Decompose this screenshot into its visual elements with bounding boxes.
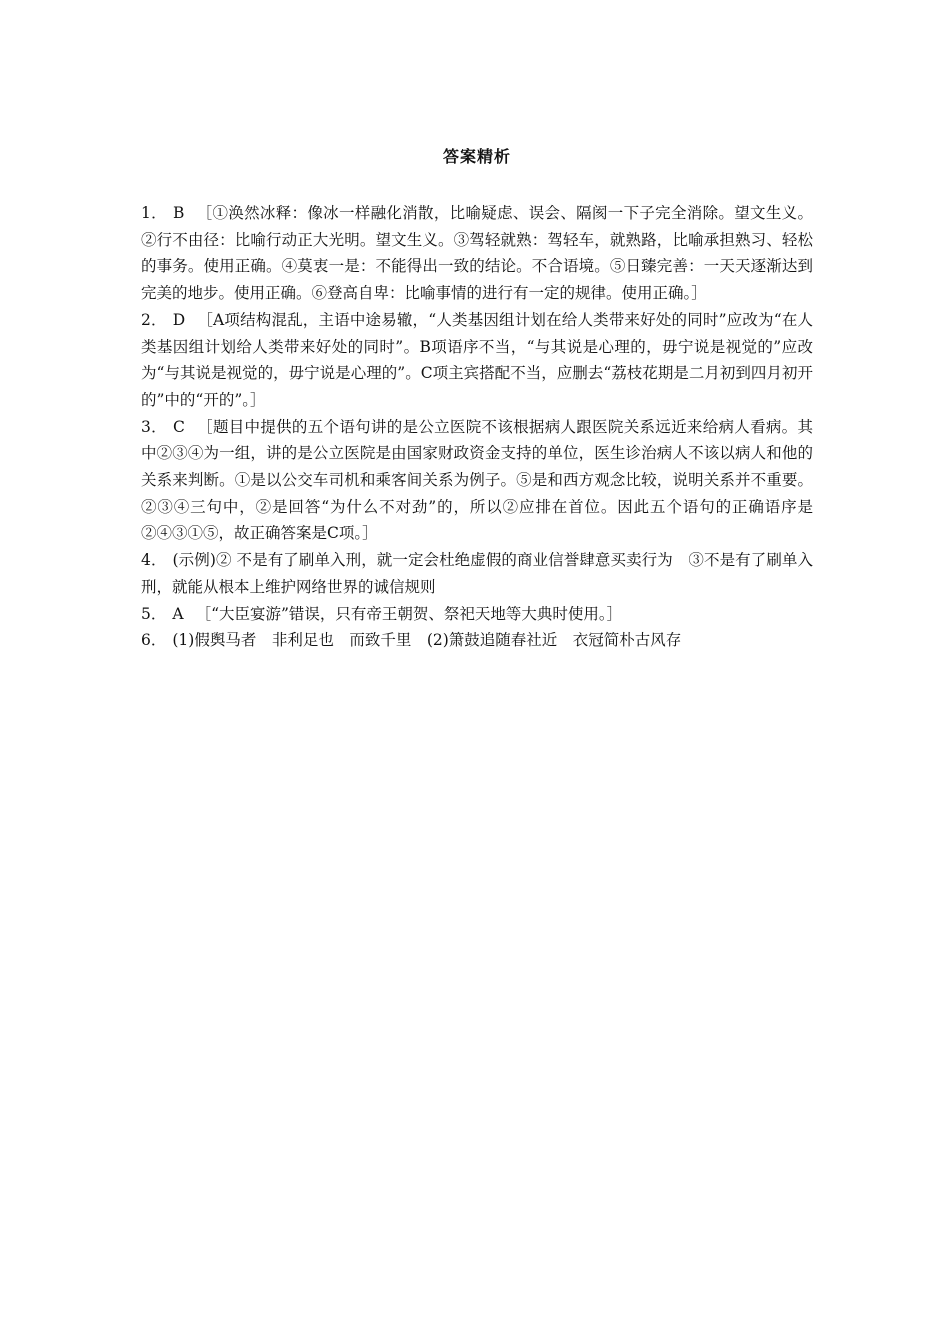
answer-number: 4． <box>141 551 167 570</box>
answer-number: 5． <box>141 604 167 623</box>
answer-item-4 <box>141 547 813 600</box>
answer-list <box>141 200 813 654</box>
answer-number: 1． <box>141 204 167 222</box>
answer-explanation: ［A项结构混乱，主语中途易辙，“人类基因组计划在给人类带来好处的同时”应改为“在人类基因组计划给人类带来好处的同时”。B项语序不当，“与其说是心理的，毋宁说是视觉的”应改为“与其说是视觉的，毋宁说是心理的”。C项主宾搭配不当，应删去“荔枝花期是二月初到四月初开的”中的“开的”。］ <box>141 310 814 409</box>
answer-item-1 <box>141 200 813 307</box>
answer-explanation: ［①涣然冰释：像冰一样融化消散，比喻疑虑、误会、隔阂一下子完全消除。望文生义。②行不由径：比喻行动正大光明。望文生义。③驾轻就熟：驾轻车，就熟路，比喻承担熟习、轻松的事务。使用正确。④莫衷一是：不能得出一致的结论。不合语境。⑤日臻完善：一天天逐渐达到完美的地步。使用正确。⑥登高自卑：比喻事情的进行有一定的规律。使用正确。］ <box>141 204 813 303</box>
answer-key: C <box>172 417 185 436</box>
answer-explanation: ［题目中提供的五个语句讲的是公立医院不该根据病人跟医院关系远近来给病人看病。其中②③④为一组，讲的是公立医院是由国家财政资金支持的单位，医生诊治病人不该以病人和他的关系来判断。①是以公交车司机和乘客间关系为例子。⑤是和西方观念比较，说明关系并不重要。②③④三句中，②是回答“为什么不对劲”的，所以②应排在首位。因此五个语句的正确语序是②④③①⑤，故正确答案是C项。］ <box>141 417 813 543</box>
answer-key: B <box>172 204 185 222</box>
answer-item-6 <box>141 627 813 654</box>
answer-item-5 <box>141 601 813 628</box>
answer-explanation: (示例)② 不是有了刷单入刑，就一定会杜绝虚假的商业信誉肆意买卖行为 ③不是有了刷单入刑，就能从根本上维护网络世界的诚信规则 <box>141 551 813 596</box>
answer-item-2 <box>141 307 813 414</box>
answer-sheet <box>141 146 813 654</box>
answer-number: 2． <box>141 310 167 329</box>
answer-key: A <box>172 604 184 623</box>
page-title: 答案精析 <box>442 147 511 166</box>
answer-item-3 <box>141 414 813 548</box>
answer-number: 3． <box>141 417 167 436</box>
answer-key: D <box>172 310 186 329</box>
answer-explanation: (1)假舆马者 非利足也 而致千里 (2)箫鼓追随春社近 衣冠简朴古风存 <box>172 631 682 650</box>
answer-explanation: ［“大臣宴游”错误，只有帝王朝贺、祭祀天地等大典时使用。］ <box>195 604 623 623</box>
answer-number: 6． <box>141 631 167 650</box>
